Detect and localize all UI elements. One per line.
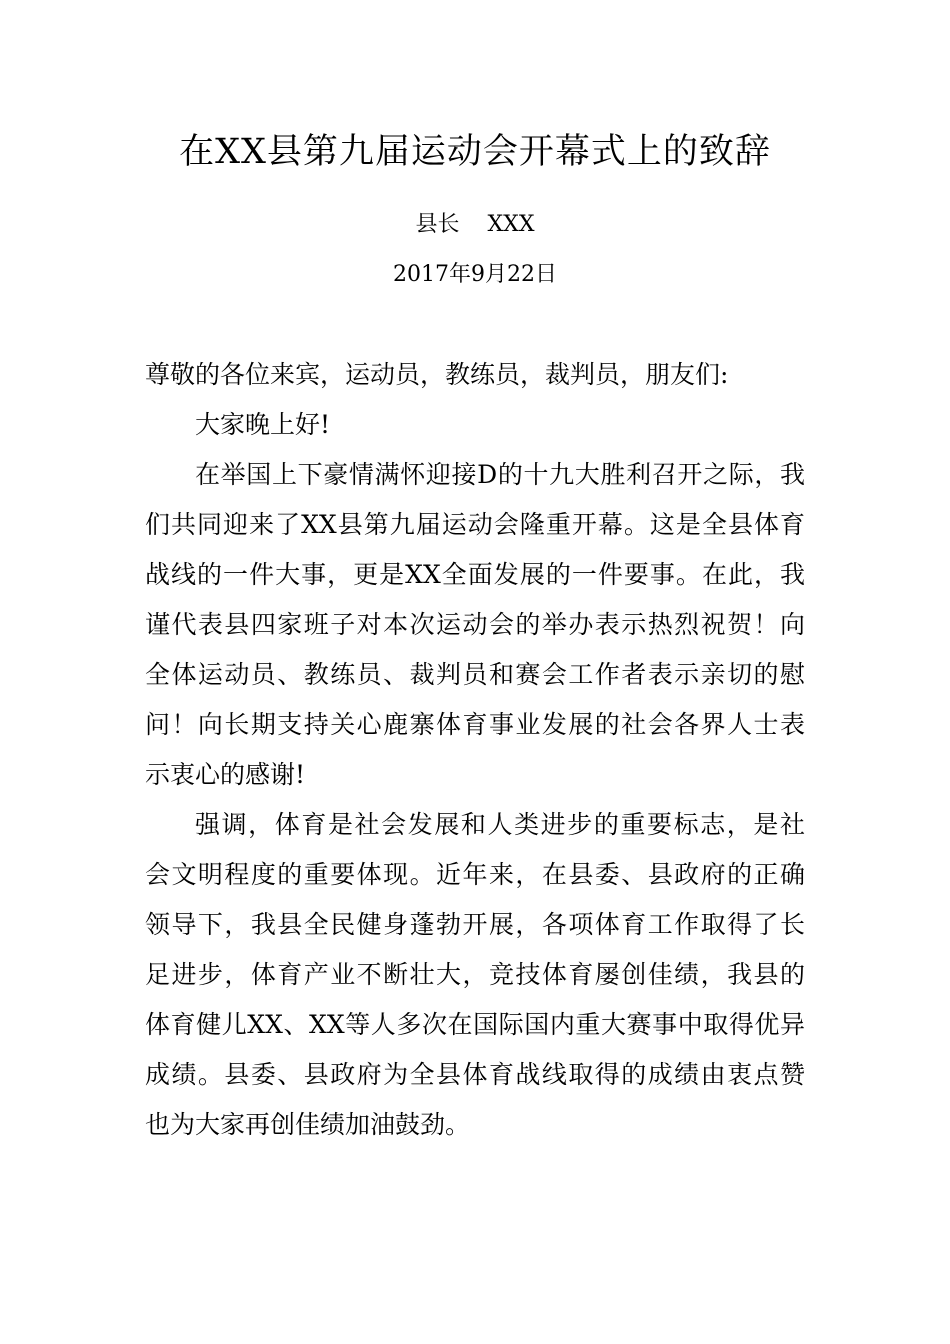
paragraph1-line: 谨代表县四家班子对本次运动会的举办表示热烈祝贺！向 xyxy=(145,610,805,639)
author-line: 县长 XXX xyxy=(415,212,535,237)
paragraph1-line: 在举国上下豪情满怀迎接D的十九大胜利召开之际，我 xyxy=(195,460,805,489)
paragraph1-line: 全体运动员、教练员、裁判员和赛会工作者表示亲切的慰 xyxy=(145,660,805,689)
paragraph2-line: 也为大家再创佳绩加油鼓劲。 xyxy=(145,1110,471,1139)
paragraph2-line: 领导下，我县全民健身蓬勃开展，各项体育工作取得了长 xyxy=(145,910,805,939)
paragraph2-line: 足进步，体育产业不断壮大，竞技体育屡创佳绩，我县的 xyxy=(145,960,805,989)
paragraph1-line: 示衷心的感谢! xyxy=(145,760,306,789)
document-title: 在XX县第九届运动会开幕式上的致辞 xyxy=(179,132,771,172)
greeting: 大家晚上好! xyxy=(195,410,331,439)
paragraph2-line: 体育健儿XX、XX等人多次在国际国内重大赛事中取得优异 xyxy=(145,1010,805,1039)
date-line: 2017年9月22日 xyxy=(393,262,557,287)
salutation: 尊敬的各位来宾，运动员，教练员，裁判员，朋友们: xyxy=(145,360,729,389)
paragraph2-line: 会文明程度的重要体现。近年来，在县委、县政府的正确 xyxy=(145,860,805,889)
paragraph1-line: 问！向长期支持关心鹿寨体育事业发展的社会各界人士表 xyxy=(145,710,805,739)
paragraph1-line: 战线的一件大事，更是XX全面发展的一件要事。在此，我 xyxy=(145,560,805,589)
paragraph2-line: 成绩。县委、县政府为全县体育战线取得的成绩由衷点赞 xyxy=(145,1060,805,1089)
paragraph2-line: 强调，体育是社会发展和人类进步的重要标志，是社 xyxy=(195,810,805,839)
paragraph1-line: 们共同迎来了XX县第九届运动会隆重开幕。这是全县体育 xyxy=(145,510,805,539)
